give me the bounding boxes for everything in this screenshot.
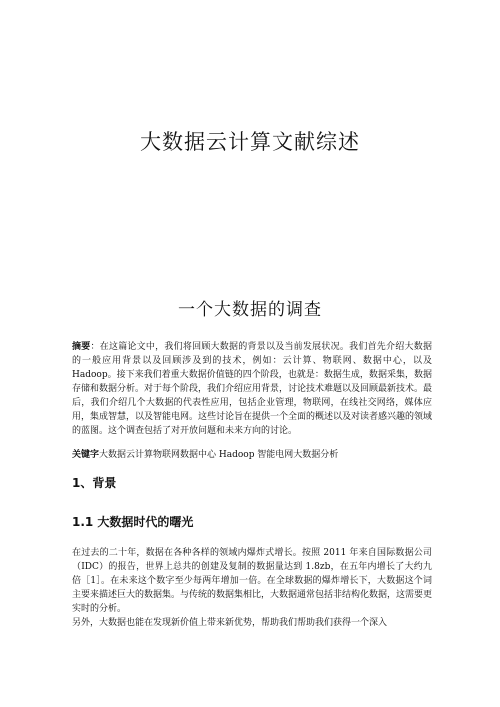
keywords-text: 大数据云计算物联网数据中心 Hadoop 智能电网大数据分析 <box>99 450 339 460</box>
paper-title: 一个大数据的调查 <box>178 300 322 320</box>
abstract-paragraph <box>72 340 432 438</box>
abstract-text: ：在这篇论文中，我们将回顾大数据的背景以及当前发展状况。我们首先介绍大数据的一般应用背景以及回顾涉及到的技术，例如：云计算、物联网、数据中心，以及 Hadoop。接下来我们着重大数据价值链的四个阶段，也就是：数据生成，数据采集，数据存储和数据分析。对于每个阶段，我们介绍应用背景，讨论技术难题以及回顾最新技术。最后，我们介绍几个大数据的代表性应用，包括企业管理，物联网，在线社交网络，媒体应用，集成智慧，以及智能电网。这些讨论旨在提供一个全面的概述以及对读者感兴趣的领域的蓝图。这个调查包括了对开放问题和未来方向的讨论。 <box>72 342 433 436</box>
section-heading-background: 1、背景 <box>72 476 117 490</box>
abstract-label: 摘要 <box>72 342 91 352</box>
subsection-heading-dawn: 1.1 大数据时代的曙光 <box>72 515 194 529</box>
document-title: 大数据云计算文献综述 <box>140 130 360 154</box>
keywords-line <box>72 448 432 462</box>
body-paragraph-continued: 另外，大数据也能在发现新价值上带来新优势，帮助我们帮助我们获得一个深入 <box>72 618 388 628</box>
body-paragraph: 在过去的二十年，数据在各种各样的领域内爆炸式增长。按照 2011 年来自国际数据公司（IDC）的报告，世界上总共的创建及复制的数据量达到 1.8zb，在五年内增长了大约九倍［1］。在未来这个数字至少每两年增加一倍。在全球数据的爆炸增长下，大数据这个词主要来描述巨大的数据集。与传统的数据集相比，大数据通常包括非结构化数据，这需要更实时的分析。 <box>72 548 433 614</box>
keywords-label: 关键字 <box>72 450 100 460</box>
